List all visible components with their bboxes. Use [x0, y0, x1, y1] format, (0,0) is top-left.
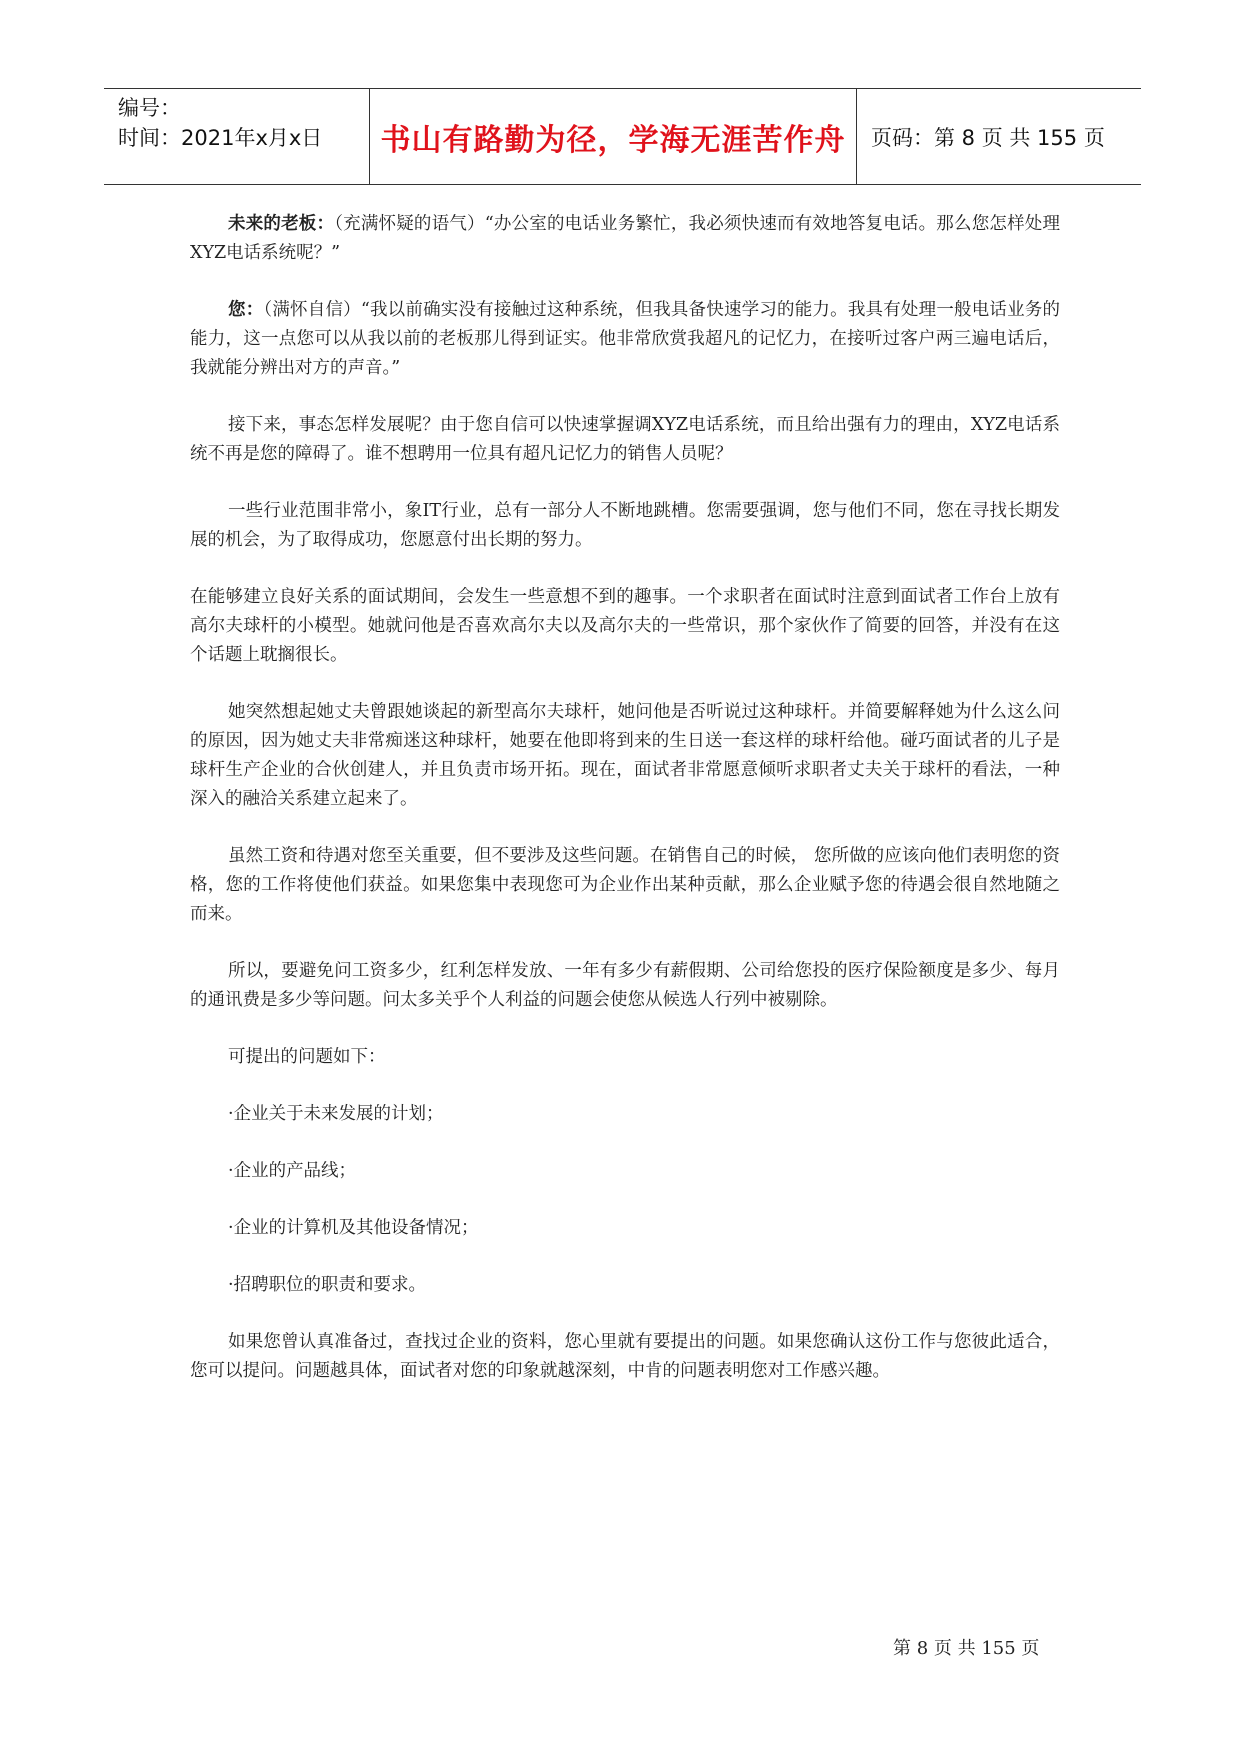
paragraph-boss-question [190, 210, 1060, 268]
header-motto: 书山有路勤为径，学海无涯苦作舟 [369, 89, 857, 184]
bullet-item: ·企业的计算机及其他设备情况； [228, 1218, 479, 1238]
paragraph-text: （充满怀疑的语气）“办公室的电话业务繁忙，我必须快速而有效地答复电话。那么您怎样处理XYZ电话系统呢？” [190, 214, 1060, 263]
page-footer: 第 8 页 共 155 页 [893, 1638, 1040, 1659]
paragraph-5: 在能够建立良好关系的面试期间，会发生一些意想不到的趣事。一个求职者在面试时注意到面试者工作台上放有高尔夫球杆的小模型。她就问他是否喜欢高尔夫以及高尔夫的一些常识，那个家伙作了简要的回答，并没有在这个话题上耽搁很长。 [190, 587, 1060, 665]
bullet-item: ·企业关于未来发展的计划； [228, 1104, 444, 1124]
document-number-label: 编号： [118, 96, 181, 120]
paragraph-you-answer [190, 296, 1060, 383]
document-time-label: 时间：2021年x月x日 [118, 126, 323, 150]
page-header [104, 88, 1141, 185]
paragraph-10: 如果您曾认真准备过，查找过企业的资料，您心里就有要提出的问题。如果您确认这份工作与您彼此适合，您可以提问。问题越具体，面试者对您的印象就越深刻，中肯的问题表明您对工作感兴趣。 [190, 1332, 1060, 1381]
document-body [190, 210, 1060, 1414]
speaker-boss: 未来的老板： [228, 214, 335, 234]
header-meta [104, 89, 369, 184]
paragraph-text: （满怀自信）“我以前确实没有接触过这种系统，但我具备快速学习的能力。我具有处理一般电话业务的能力，这一点您可以从我以前的老板那儿得到证实。他非常欣赏我超凡的记忆力，在接听过客户两三遍电话后，我就能分辨出对方的声音。” [190, 300, 1061, 378]
paragraph-9: 可提出的问题如下： [228, 1047, 386, 1067]
header-page-number: 页码：第 8 页 共 155 页 [871, 125, 1105, 150]
paragraph-8: 所以，要避免问工资多少，红利怎样发放、一年有多少有薪假期、公司给您投的医疗保险额度是多少、每月的通讯费是多少等问题。问太多关乎个人利益的问题会使您从候选人行列中被剔除。 [190, 961, 1060, 1010]
paragraph-6: 她突然想起她丈夫曾跟她谈起的新型高尔夫球杆，她问他是否听说过这种球杆。并简要解释她为什么这么问的原因，因为她丈夫非常痴迷这种球杆，她要在他即将到来的生日送一套这样的球杆给他。碰巧面试者的儿子是球杆生产企业的合伙创建人，并且负责市场开拓。现在，面试者非常愿意倾听求职者丈夫关于球杆的看法，一种深入的融洽关系建立起来了。 [190, 702, 1060, 809]
paragraph-3: 接下来，事态怎样发展呢？由于您自信可以快速掌握调XYZ电话系统，而且给出强有力的理由，XYZ电话系统不再是您的障碍了。谁不想聘用一位具有超凡记忆力的销售人员呢？ [190, 415, 1060, 464]
paragraph-4: 一些行业范围非常小，象IT行业，总有一部分人不断地跳槽。您需要强调，您与他们不同，您在寻找长期发展的机会，为了取得成功，您愿意付出长期的努力。 [190, 501, 1060, 550]
bullet-item: ·企业的产品线； [228, 1161, 357, 1181]
paragraph-7: 虽然工资和待遇对您至关重要，但不要涉及这些问题。在销售自己的时候， 您所做的应该向他们表明您的资格，您的工作将使他们获益。如果您集中表现您可为企业作出某种贡献，那么企业赋予您的待遇会很自然地随之而来。 [190, 846, 1060, 924]
speaker-you: 您： [228, 300, 264, 320]
bullet-item: ·招聘职位的职责和要求。 [228, 1275, 427, 1295]
